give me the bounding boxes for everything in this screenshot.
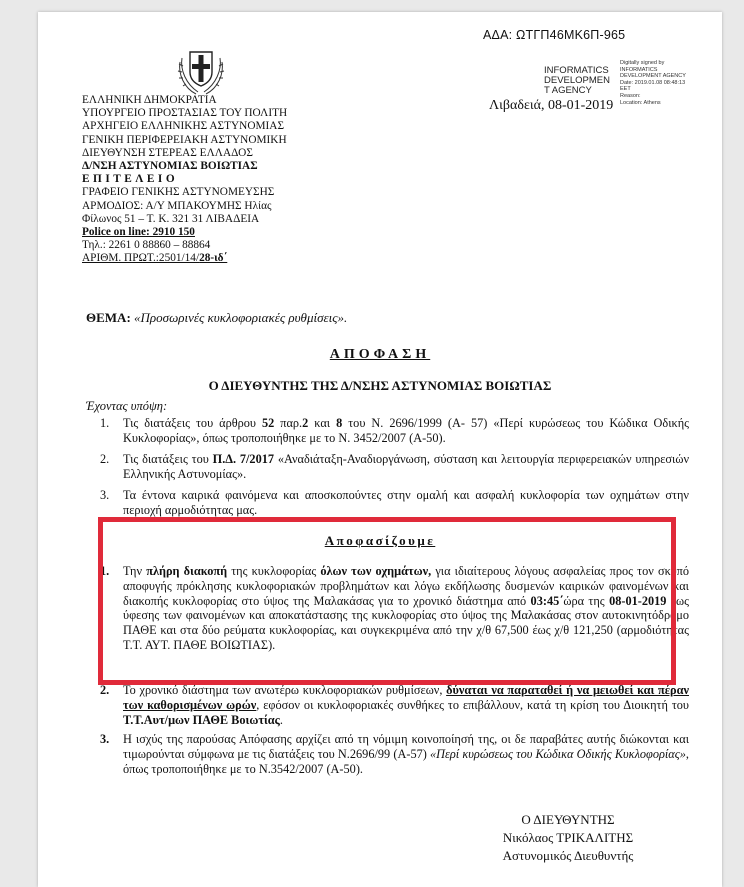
- signature-detail: Reason:: [620, 92, 641, 99]
- header-line-phone: Τηλ.: 2261 0 88860 – 88864: [82, 239, 211, 252]
- subject-text: «Προσωρινές κυκλοφοριακές ρυθμίσεις».: [134, 310, 348, 325]
- decision-number: 2.: [100, 683, 110, 697]
- issuer-header: [82, 94, 287, 266]
- signature-detail: Date: 2019.01.08 08:48:13: [620, 79, 686, 86]
- header-line: ΑΡΜΟΔΙΟΣ: Α/Υ ΜΠΑΚΟΥΜΗΣ Ηλίας: [82, 199, 272, 212]
- greek-coat-of-arms-icon: [172, 40, 230, 98]
- header-line: ΔΙΕΥΘΥΝΣΗ ΣΤΕΡΕΑΣ ΕΛΛΑΔΟΣ: [82, 146, 253, 159]
- consideration-number: 3.: [100, 488, 110, 502]
- considerations-heading: Έχοντας υπόψη:: [86, 399, 168, 413]
- header-line: ΓΡΑΦΕΙΟ ΓΕΝΙΚΗΣ ΑΣΤΥΝΟΜΕΥΣΗΣ: [82, 186, 275, 199]
- decision-number: 3.: [100, 732, 110, 746]
- consideration-number: 1.: [100, 416, 110, 430]
- decision-item: Το χρονικό διάστημα των ανωτέρω κυκλοφοριακών ρυθμίσεων, δύναται να παραταθεί ή να μειωθεί και πέραν των καθορισμένων ωρών, εφόσον οι κυκλοφοριακές συνθήκες το επιβάλλουν, κατά τη κρίση του Διοικητή του Τ.Τ.Αυτ/μων ΠΑΘΕ Βοιωτίας.: [123, 683, 689, 727]
- signoff-title: Ο ΔΙΕΥΘΥΝΤΗΣ: [521, 812, 615, 827]
- consideration-item: Τις διατάξεις του Π.Δ. 7/2017 «Αναδιάταξη-Αναδιοργάνωση, σύσταση και λειτουργία περιφερειακών υπηρεσιών Ελληνικής Αστυνομίας».: [123, 452, 689, 481]
- header-line: Φίλωνος 51 – Τ. Κ. 321 31 ΛΙΒΑΔΕΙΑ: [82, 212, 260, 225]
- header-line-police-online: Police on line: 2910 150: [82, 226, 195, 239]
- highlight-box: [98, 517, 676, 685]
- digital-signature: [544, 60, 714, 106]
- protocol-suffix: 28-ιδ΄: [199, 252, 228, 265]
- signature-org-line: DEVELOPMEN: [544, 75, 610, 86]
- signature-detail: DEVELOPMENT AGENCY: [620, 73, 686, 80]
- ada-code: ΑΔΑ: ΩΤΓΠ46ΜΚ6Π-965: [483, 28, 626, 42]
- decision-item: Την πλήρη διακοπή της κυκλοφορίας όλων των οχημάτων, για ιδιαίτερους λόγους ασφαλείας προς τον σκοπό αποφυγής πρόκλησης κυκλοφοριακών προβλημάτων και λόγω εκδήλωσης δυσμενών καιρικών φαινομένων και διακοπής κυκλοφορίας στο ύψος της Μαλακάσας για το χρονικό διάστημα από 03:45΄ώρα της 08-01-2019 έως ύφεσης των φαινομένων και αποκατάστασης της κυκλοφορίας στο ύψος της Μαλακάσας στον αυτοκινητόδρομο ΠΑΘΕ και στα δύο ρεύματα κυκλοφορίας, και συγκεκριμένα από την χ/θ 67,500 έως χ/θ 121,250 (αρμοδιότητας Τ.Τ. ΑΥΤ. ΠΑΘΕ ΒΟΙΩΤΙΑΣ).: [123, 564, 690, 652]
- director-heading: Ο ΔΙΕΥΘΥΝΤΗΣ ΤΗΣ Δ/ΝΣΗΣ ΑΣΤΥΝΟΜΙΑΣ ΒΟΙΩΤΙΑΣ: [208, 378, 552, 393]
- signature-org-line: INFORMATICS: [544, 65, 609, 76]
- signature-detail: Digitally signed by: [620, 60, 665, 66]
- document-date: Λιβαδειά, 08-01-2019: [489, 98, 614, 113]
- header-line: ΑΡΧΗΓΕΙΟ ΕΛΛΗΝΙΚΗΣ ΑΣΤΥΝΟΜΙΑΣ: [82, 120, 285, 133]
- consideration-item: Τις διατάξεις του άρθρου 52 παρ.2 και 8 του Ν. 2696/1999 (Α- 57) «Περί κυρώσεως του Κώδικα Οδικής Κυκλοφορίας», όπως τροποποιήθηκε με το Ν. 3452/2007 (Α-50).: [123, 416, 689, 445]
- signature-detail: Location: Athens: [620, 99, 661, 106]
- decision-heading: ΑΠΟΦΑΣΗ: [329, 347, 431, 362]
- consideration-number: 2.: [100, 452, 110, 466]
- signature-org-line: T AGENCY: [544, 85, 592, 96]
- header-line-directorate: Δ/ΝΣΗ ΑΣΤΥΝΟΜΙΑΣ ΒΟΙΩΤΙΑΣ: [82, 160, 258, 173]
- subject-label: ΘΕΜΑ:: [86, 310, 131, 325]
- protocol-number: ΑΡΙΘΜ. ΠΡΩΤ.:2501/14/: [82, 252, 200, 265]
- signature-org: [544, 66, 616, 96]
- header-line: ΥΠΟΥΡΓΕΙΟ ΠΡΟΣΤΑΣΙΑΣ ΤΟΥ ΠΟΛΙΤΗ: [82, 107, 288, 120]
- document-page: [38, 12, 722, 887]
- consideration-item: Τα έντονα καιρικά φαινόμενα και αποσκοπούντες στην ομαλή και ασφαλή κυκλοφορία των οχημάτων στην περιοχή αρμοδιότητας μας.: [123, 488, 689, 517]
- header-line: ΓΕΝΙΚΗ ΠΕΡΙΦΕΡΕΙΑΚΗ ΑΣΤΥΝΟΜΙΚΗ: [82, 133, 287, 146]
- signature-detail: INFORMATICS: [620, 66, 658, 73]
- header-line-protocol: [82, 252, 287, 265]
- subject-line: [86, 310, 347, 326]
- header-line: ΕΛΛΗΝΙΚΗ ΔΗΜΟΚΡΑΤΙΑ: [82, 94, 217, 106]
- signoff-rank: Αστυνομικός Διευθυντής: [502, 848, 634, 863]
- signoff-name: Νικόλαος ΤΡΙΚΑΛΙΤΗΣ: [502, 830, 634, 845]
- header-line-staff: ΕΠΙΤΕΛΕΙΟ: [82, 173, 179, 186]
- signature-details: [620, 60, 712, 106]
- decision-number: 1.: [100, 564, 110, 578]
- decision-item: Η ισχύς της παρούσας Απόφασης αρχίζει από τη νόμιμη κοινοποίησή της, οι δε παραβάτες αυτής διώκονται και τιμωρούνται σύμφωνα με τις διατάξεις του Ν.2696/99 (Α-57) «Περί κυρώσεως του Κώδικα Οδικής Κυκλοφορίας», όπως τροποποιήθηκε με το Ν.3542/2007 (Α-50).: [123, 732, 689, 776]
- signature-detail: EET: [620, 86, 631, 93]
- we-decide-heading: Αποφασίζουμε: [324, 533, 436, 548]
